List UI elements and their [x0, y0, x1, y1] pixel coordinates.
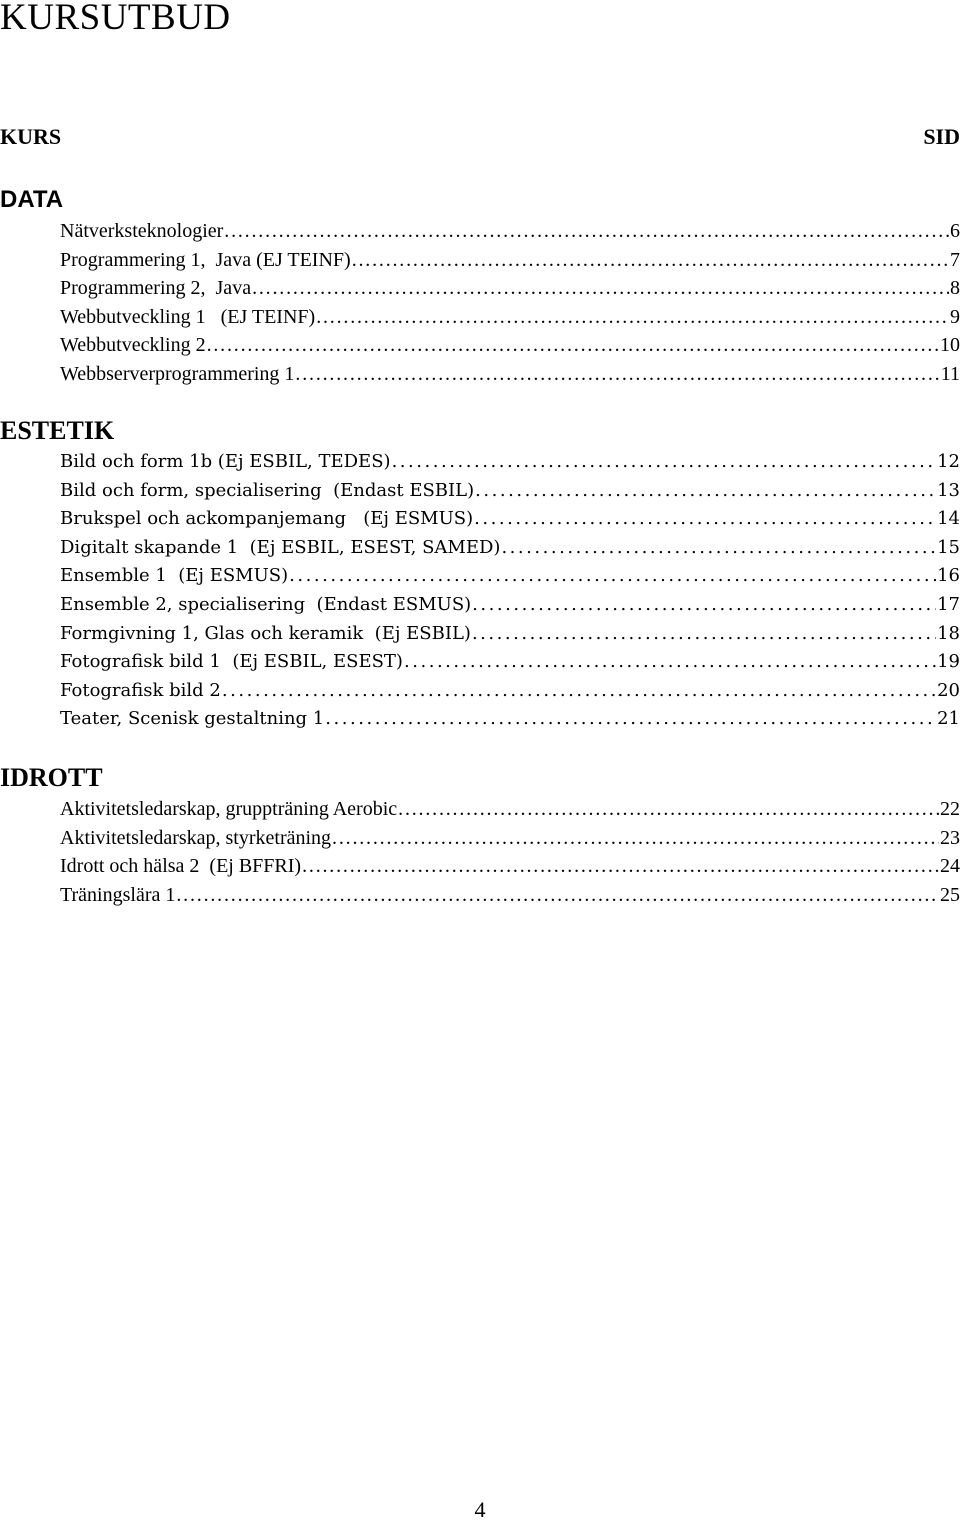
toc-entry[interactable]: [60, 677, 960, 706]
toc-entry-page: 6: [950, 220, 960, 242]
dot-leader: [207, 331, 939, 360]
section-estetik: [0, 414, 960, 734]
toc-entry-name: Teater, Scenisk gestaltning 1: [60, 708, 325, 730]
toc-entry-name: Programmering 2, Java: [60, 277, 252, 300]
toc-entry-name: Webbutveckling 1 (EJ TEINF): [60, 305, 316, 328]
toc-entry-name: Bild och form, specialisering (Endast ESBIL): [60, 479, 475, 501]
toc-entry-name: Träningslära 1: [60, 883, 176, 906]
dot-leader: [289, 562, 936, 591]
toc-entry-name: Fotografisk bild 1 (Ej ESBIL, ESEST): [60, 651, 403, 673]
toc-entry-page: 8: [950, 277, 960, 300]
dot-leader: [398, 795, 939, 824]
toc-entry-page: 18: [937, 622, 960, 644]
toc-list: [0, 448, 960, 734]
toc-entry[interactable]: [60, 852, 960, 881]
toc-entry-page: 17: [937, 593, 960, 615]
toc-entry-page: 21: [937, 708, 960, 730]
dot-leader: [224, 217, 949, 246]
toc-entry[interactable]: [60, 246, 960, 275]
toc-entry-name: Webbutveckling 2: [60, 334, 206, 357]
toc-entry-name: Ensemble 2, specialisering (Endast ESMUS): [60, 593, 472, 615]
toc-entry-page: 11: [940, 362, 960, 385]
toc-entry-page: 15: [937, 536, 960, 558]
section-heading: ESTETIK: [0, 416, 115, 445]
toc-entry-name: Fotografisk bild 2: [60, 679, 221, 701]
toc-entry-page: 9: [950, 305, 960, 328]
column-header-page: SID: [923, 124, 960, 149]
toc-entry[interactable]: [60, 360, 960, 389]
toc-entry[interactable]: [60, 274, 960, 303]
toc-entry[interactable]: [60, 591, 960, 620]
toc-entry-name: Aktivitetsledarskap, gruppträning Aerobic: [60, 798, 398, 820]
dot-leader: [472, 591, 936, 620]
dot-leader: [392, 448, 937, 477]
toc-entry-page: 10: [940, 334, 960, 357]
toc-entry-page: 12: [937, 451, 960, 472]
column-header-course: KURS: [0, 124, 62, 149]
toc-entry-name: Brukspel och ackompanjemang (Ej ESMUS): [60, 508, 474, 530]
dot-leader: [475, 477, 936, 506]
section-heading: DATA: [0, 186, 64, 213]
page-number: 4: [474, 1497, 486, 1522]
toc-entry-page: 24: [940, 855, 960, 878]
toc-entry-page: 23: [940, 826, 960, 849]
toc-entry-name: Aktivitetsledarskap, styrketräning: [60, 826, 332, 849]
toc-entry[interactable]: [60, 795, 960, 824]
toc-list: [0, 217, 960, 389]
toc-entry-page: 14: [937, 508, 960, 530]
toc-entry-page: 13: [937, 479, 960, 501]
dot-leader: [352, 246, 949, 275]
toc-entry[interactable]: [60, 534, 960, 563]
toc-entry[interactable]: [60, 331, 960, 360]
toc-entry-page: 25: [940, 883, 960, 906]
toc-entry-page: 22: [940, 798, 960, 820]
section-idrott: [0, 761, 960, 909]
dot-leader: [472, 620, 936, 649]
toc-entry[interactable]: [60, 824, 960, 853]
toc-entry-page: 16: [937, 565, 960, 587]
toc-entry-name: Ensemble 1 (Ej ESMUS): [60, 565, 289, 587]
toc-entry-name: Bild och form 1b (Ej ESBIL, TEDES): [60, 451, 391, 472]
toc-entry[interactable]: [60, 505, 960, 534]
toc-entry[interactable]: [60, 881, 960, 910]
toc-entry[interactable]: [60, 648, 960, 677]
toc-entry-name: Idrott och hälsa 2 (Ej BFFRI): [60, 855, 302, 878]
toc-entry[interactable]: [60, 303, 960, 332]
column-header: [0, 124, 960, 154]
toc-entry[interactable]: [60, 562, 960, 591]
dot-leader: [474, 505, 936, 534]
dot-leader: [222, 677, 936, 706]
toc-entry-name: Nätverksteknologier: [60, 220, 224, 242]
section-heading: IDROTT: [0, 763, 103, 792]
toc-entry-name: Digitalt skapande 1 (Ej ESBIL, ESEST, SAMED): [60, 536, 501, 558]
dot-leader: [404, 648, 936, 677]
dot-leader: [332, 824, 939, 853]
toc-list: [0, 795, 960, 909]
dot-leader: [325, 705, 936, 734]
toc-entry-name: Webbserverprogrammering 1: [60, 362, 295, 385]
document-title: KURSUTBUD: [0, 0, 231, 38]
toc-entry[interactable]: [60, 705, 960, 734]
dot-leader: [176, 881, 939, 910]
toc-entry-page: 20: [937, 679, 960, 701]
toc-entry-name: Formgivning 1, Glas och keramik (Ej ESBIL): [60, 622, 471, 644]
toc-entry-name: Programmering 1, Java (EJ TEINF): [60, 248, 351, 271]
toc-entry[interactable]: [60, 448, 960, 477]
dot-leader: [295, 360, 939, 389]
dot-leader: [252, 274, 949, 303]
toc-entry-page: 7: [950, 248, 960, 271]
dot-leader: [302, 852, 939, 881]
dot-leader: [501, 534, 936, 563]
toc-entry[interactable]: [60, 477, 960, 506]
toc-entry[interactable]: [60, 217, 960, 246]
toc-entry[interactable]: [60, 620, 960, 649]
toc-entry-page: 19: [937, 651, 960, 673]
dot-leader: [316, 303, 949, 332]
section-data: [0, 183, 960, 389]
